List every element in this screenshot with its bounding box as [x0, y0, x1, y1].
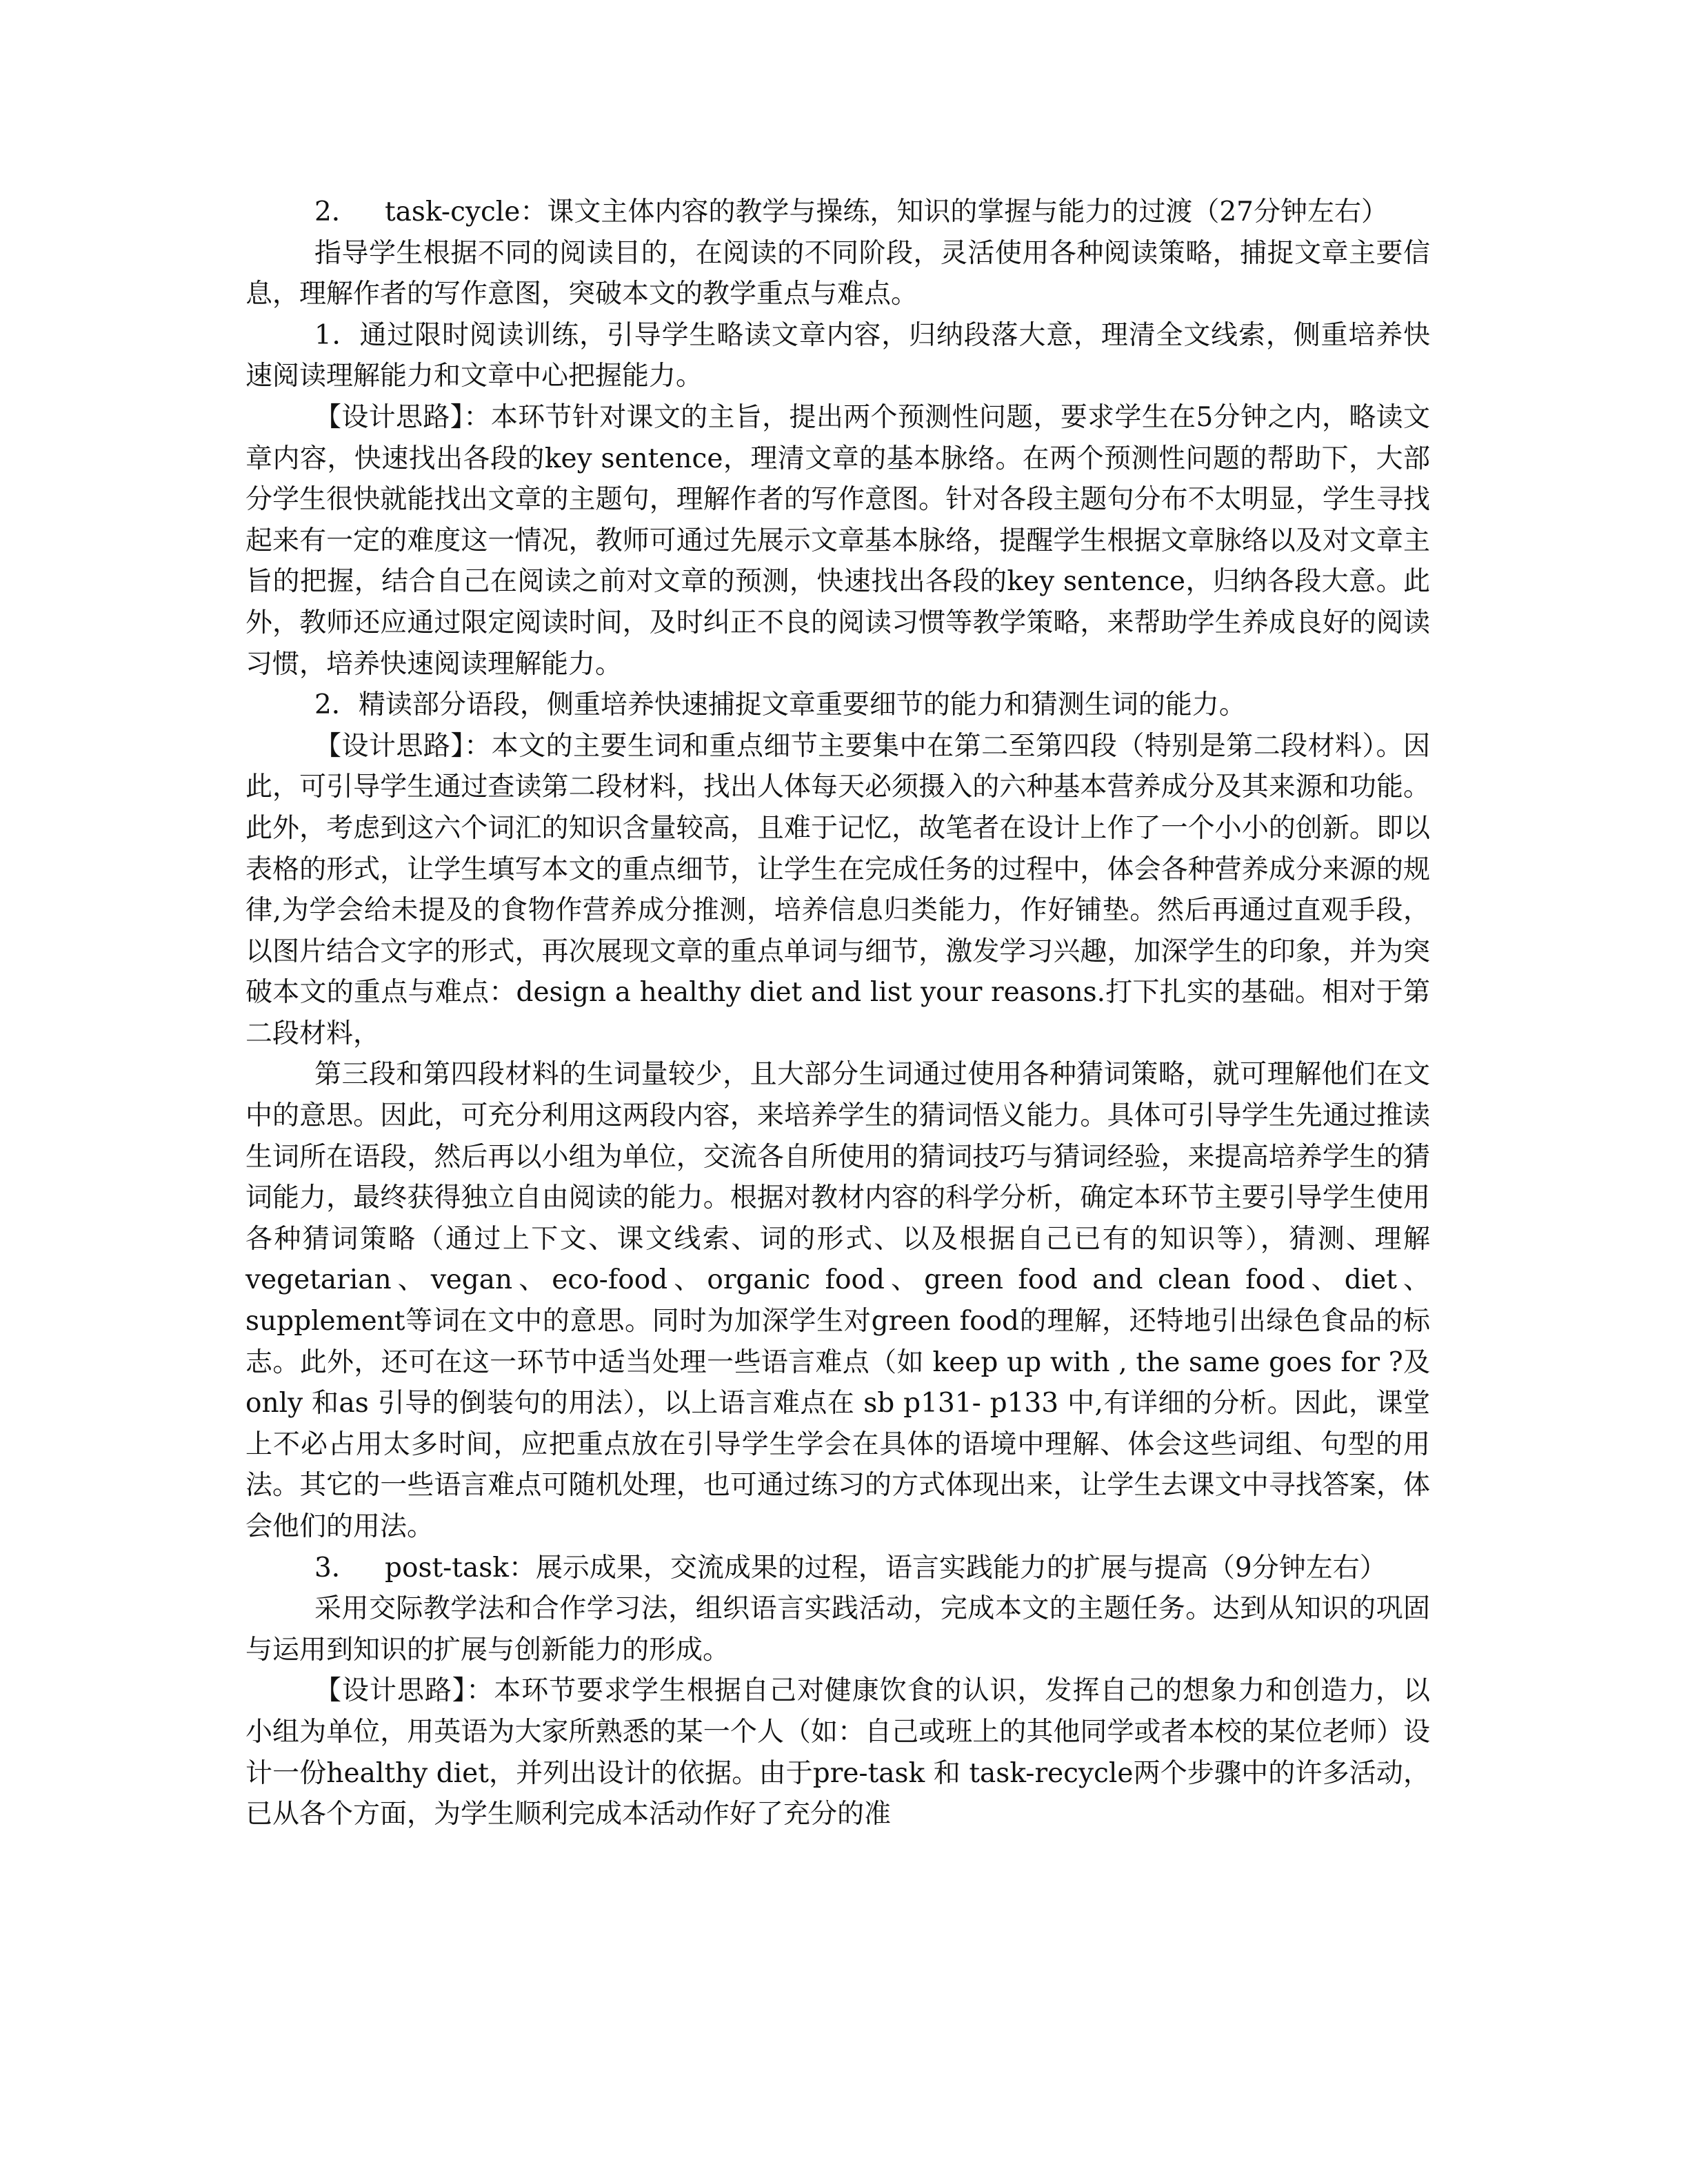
list-item-skimming: 1．通过限时阅读训练，引导学生略读文章内容，归纳段落大意，理清全文线索，侧重培养快速阅读理解能力和文章中心把握能力。 — [245, 319, 1430, 392]
paragraph-intro: 指导学生根据不同的阅读目的，在阅读的不同阶段，灵活使用各种阅读策略，捕捉文章主要信息，理解作者的写作意图，突破本文的教学重点与难点。 — [245, 237, 1430, 310]
design-note-skimming: 【设计思路】：本环节针对课文的主旨，提出两个预测性问题，要求学生在5分钟之内，略读文章内容，快速找出各段的key sentence，理清文章的基本脉络。在两个预测性问题的帮助下，大部分学生很快就能找出文章的主题句，理解作者的写作意图。针对各段主题句分布不太明显，学生寻找起来有一定的难度这一情况，教师可通过先展示文章基本脉络，提醒学生根据文章脉络以及对文章主旨的把握，结合自己在阅读之前对文章的预测，快速找出各段的key sentence，归纳各段大意。此外，教师还应通过限定阅读时间，及时纠正不良的阅读习惯等教学策略，来帮助学生养成良好的阅读习惯，培养快速阅读理解能力。 — [245, 401, 1430, 680]
section-number: 3． — [314, 1552, 359, 1584]
section-heading-post-task — [245, 1548, 1430, 1589]
section-heading-task-cycle — [245, 192, 1430, 233]
paragraph-word-guessing: 第三段和第四段材料的生词量较少，且大部分生词通过使用各种猜词策略，就可理解他们在文中的意思。因此，可充分利用这两段内容，来培养学生的猜词悟义能力。具体可引导学生先通过推读生词所在语段，然后再以小组为单位，交流各自所使用的猜词技巧与猜词经验，来提高培养学生的猜词能力，最终获得独立自由阅读的能力。根据对教材内容的科学分析，确定本环节主要引导学生使用各种猜词策略（通过上下文、课文线索、词的形式、以及根据自己已有的知识等），猜测、理解vegetarian、vegan、eco-food、organic food、green food and clean food、diet、supplement等词在文中的意思。同时为加深学生对green food的理解，还特地引出绿色食品的标志。此外，还可在这一环节中适当处理一些语言难点（如 keep up with , the same goes for ?及only 和as 引导的倒装句的用法），以上语言难点在 sb p131- p133 中,有详细的分析。因此，课堂上不必占用太多时间，应把重点放在引导学生学会在具体的语境中理解、体会这些词组、句型的用法。其它的一些语言难点可随机处理，也可通过练习的方式体现出来，让学生去课文中寻找答案，体会他们的用法。 — [245, 1059, 1430, 1542]
section-title: task-cycle：课文主体内容的教学与操练，知识的掌握与能力的过渡（27分钟左右） — [385, 196, 1388, 228]
design-note-intensive-reading: 【设计思路】：本文的主要生词和重点细节主要集中在第二至第四段（特别是第二段材料）。因此，可引导学生通过查读第二段材料，找出人体每天必须摄入的六种基本营养成分及其来源和功能。此外，考虑到这六个词汇的知识含量较高，且难于记忆，故笔者在设计上作了一个小小的创新。即以表格的形式，让学生填写本文的重点细节，让学生在完成任务的过程中，体会各种营养成分来源的规律,为学会给未提及的食物作营养成分推测，培养信息归类能力，作好铺垫。然后再通过直观手段，以图片结合文字的形式，再次展现文章的重点单词与细节，激发学习兴趣，加深学生的印象，并为突破本文的重点与难点：design a healthy diet and list your reasons.打下扎实的基础。相对于第二段材料， — [245, 730, 1430, 1049]
design-note-post-task: 【设计思路】：本环节要求学生根据自己对健康饮食的认识，发挥自己的想象力和创造力，以小组为单位，用英语为大家所熟悉的某一个人（如：自己或班上的其他同学或者本校的某位老师）设计一份healthy diet，并列出设计的依据。由于pre-task 和 task-recycle两个步骤中的许多活动，已从各个方面，为学生顺利完成本活动作好了充分的准 — [245, 1675, 1430, 1830]
document-page — [245, 192, 1430, 1835]
paragraph-post-task: 采用交际教学法和合作学习法，组织语言实践活动，完成本文的主题任务。达到从知识的巩固与运用到知识的扩展与创新能力的形成。 — [245, 1593, 1430, 1666]
section-number: 2． — [314, 196, 359, 228]
list-item-intensive-reading: 2．精读部分语段，侧重培养快速捕捉文章重要细节的能力和猜测生词的能力。 — [314, 689, 1246, 721]
section-title: post-task：展示成果，交流成果的过程，语言实践能力的扩展与提高（9分钟左右） — [385, 1552, 1387, 1584]
